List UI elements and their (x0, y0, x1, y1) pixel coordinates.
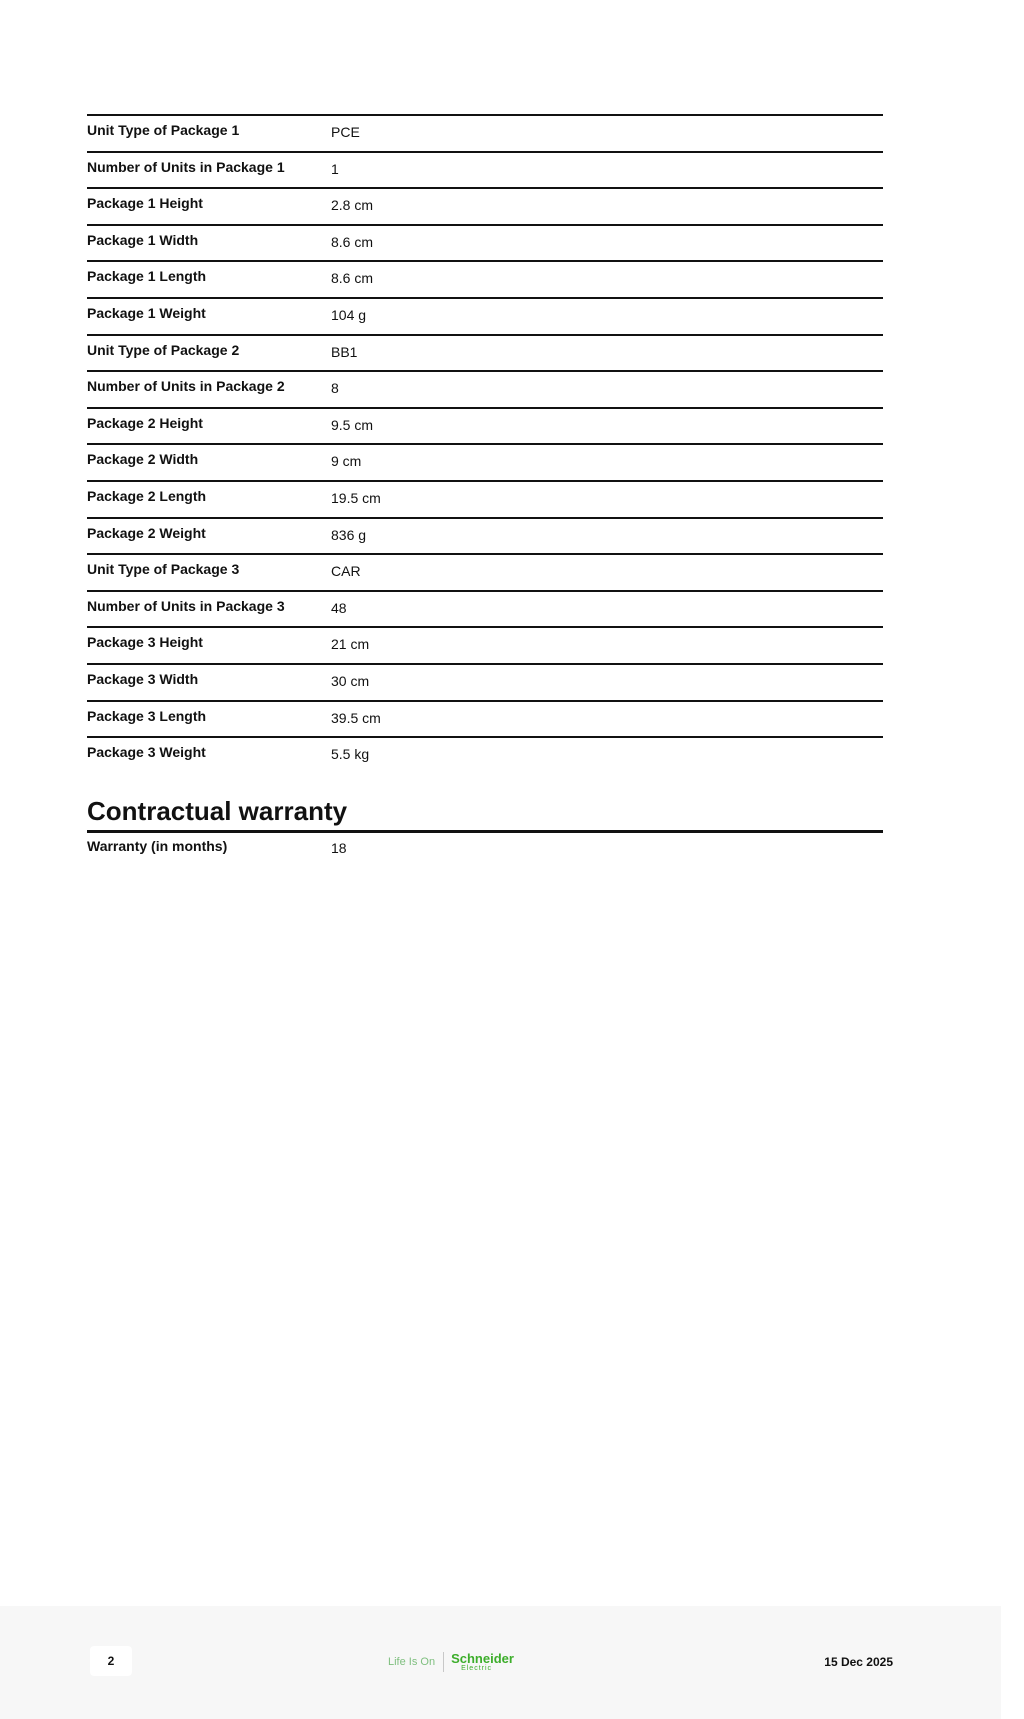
spec-value: 21 cm (331, 636, 370, 653)
spec-row (87, 700, 883, 737)
spec-value: 8.6 cm (331, 270, 374, 287)
spec-value: 30 cm (331, 672, 370, 689)
spec-row (87, 334, 883, 371)
brand-block (388, 1650, 514, 1674)
spec-row (87, 590, 883, 627)
spec-row (87, 517, 883, 554)
spec-label: Package 1 Height (87, 195, 203, 212)
spec-label: Package 1 Length (87, 268, 207, 285)
schneider-logo (451, 1652, 514, 1672)
spec-value: 1 (331, 160, 339, 177)
spec-row (87, 187, 883, 224)
section-title: Contractual warranty (87, 796, 348, 826)
footer-date: 15 Dec 2025 (824, 1655, 893, 1669)
logo-wordmark: Schneider (451, 1651, 514, 1666)
spec-label: Package 3 Weight (87, 744, 206, 761)
spec-label: Unit Type of Package 1 (87, 122, 240, 138)
spec-label: Package 2 Width (87, 451, 199, 468)
spec-value: CAR (331, 563, 361, 580)
page-number: 2 (90, 1646, 132, 1676)
spec-value: 48 (331, 599, 347, 616)
spec-label: Package 3 Width (87, 670, 199, 687)
spec-value: 19.5 cm (331, 489, 381, 506)
brand-tagline: Life Is On (388, 1656, 436, 1668)
spec-row (87, 151, 883, 188)
packing-specs-table (87, 114, 883, 773)
spec-label: Number of Units in Package 2 (87, 378, 285, 395)
spec-row (87, 260, 883, 297)
spec-label: Unit Type of Package 2 (87, 341, 240, 358)
spec-value: 39.5 cm (331, 709, 381, 726)
section-divider (87, 830, 883, 833)
spec-label: Package 2 Height (87, 414, 203, 431)
spec-label: Package 2 Length (87, 487, 207, 504)
warranty-value: 18 (331, 840, 347, 856)
spec-row (87, 407, 883, 444)
spec-value: 2.8 cm (331, 197, 374, 214)
spec-row (87, 370, 883, 407)
spec-value: 8 (331, 380, 339, 397)
spec-value: 8.6 cm (331, 233, 374, 250)
spec-value: BB1 (331, 343, 358, 360)
spec-value: 9 cm (331, 453, 362, 470)
spec-label: Package 1 Weight (87, 304, 206, 321)
spec-value: PCE (331, 124, 360, 140)
spec-row (87, 626, 883, 663)
spec-value: 836 g (331, 526, 367, 543)
spec-row (87, 480, 883, 517)
spec-row (87, 297, 883, 334)
warranty-label: Warranty (in months) (87, 838, 228, 854)
spec-value: 9.5 cm (331, 416, 374, 433)
spec-row (87, 736, 883, 773)
spec-row (87, 224, 883, 261)
spec-row (87, 443, 883, 480)
spec-row (87, 114, 883, 151)
spec-label: Package 3 Height (87, 634, 203, 651)
spec-value: 5.5 kg (331, 746, 370, 763)
logo-subtext: Electric (461, 1665, 493, 1672)
spec-row (87, 663, 883, 700)
spec-value: 104 g (331, 306, 367, 323)
spec-label: Number of Units in Package 1 (87, 158, 285, 175)
spec-label: Package 3 Length (87, 707, 207, 724)
spec-label: Number of Units in Package 3 (87, 597, 285, 614)
page-footer (0, 1606, 1001, 1719)
spec-row (87, 553, 883, 590)
spec-label: Package 1 Width (87, 231, 199, 248)
spec-label: Package 2 Weight (87, 524, 206, 541)
brand-divider (443, 1652, 444, 1672)
spec-label: Unit Type of Package 3 (87, 561, 240, 578)
